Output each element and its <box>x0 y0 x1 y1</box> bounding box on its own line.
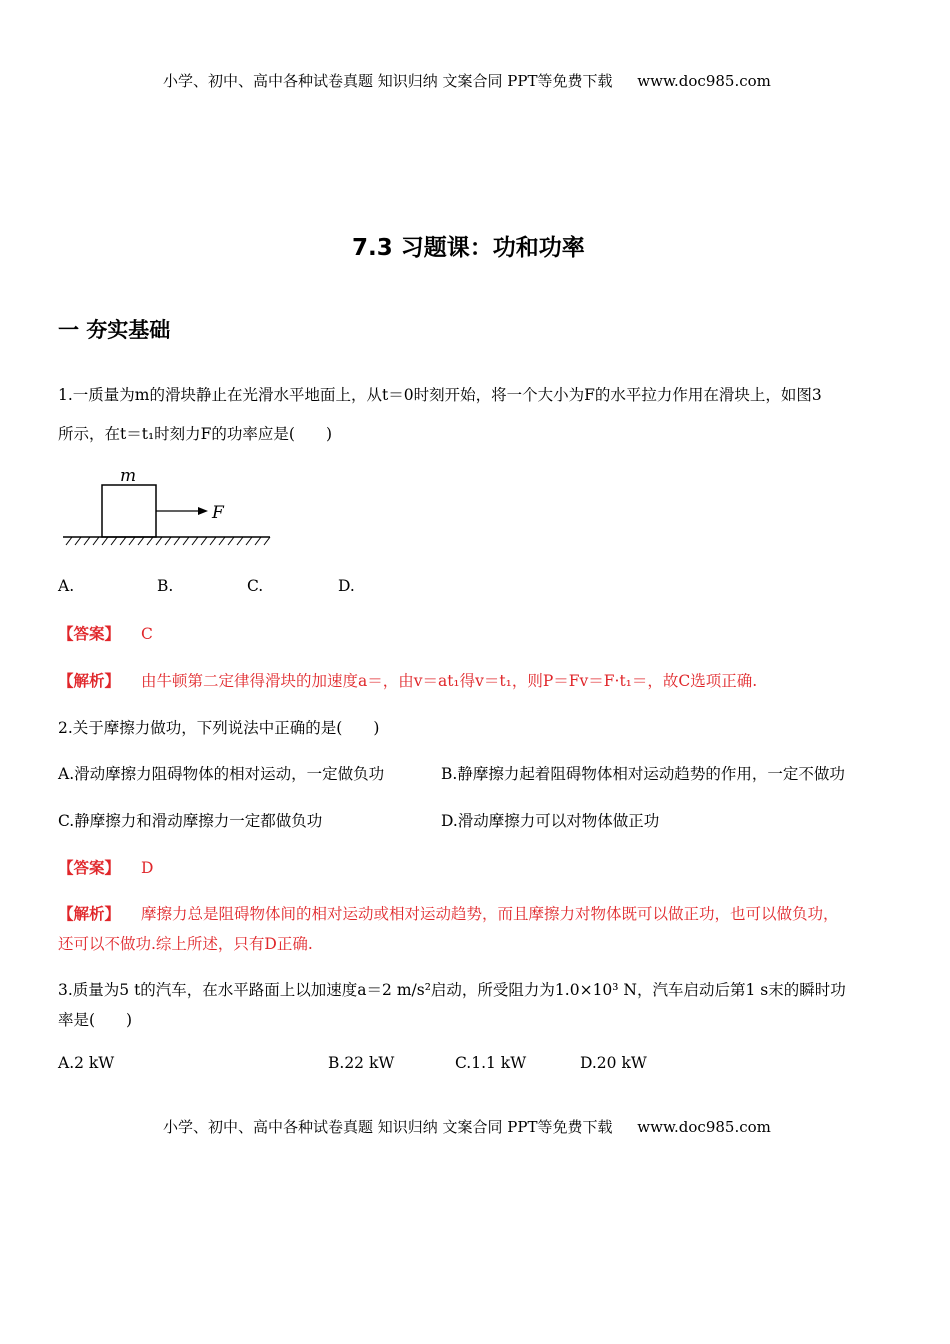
q3-stem-line1: 3.质量为5 t的汽车，在水平路面上以加速度a＝2 m/s²启动，所受阻力为1.0×10³ N，汽车启动后第1 s末的瞬时功 <box>58 981 846 999</box>
q2-answer <box>58 856 153 878</box>
answer-tag: 【答案】 <box>58 858 121 877</box>
page-header <box>163 70 771 91</box>
page-title: 7.3 习题课：功和功率 <box>352 235 585 261</box>
q2-stem: 2.关于摩擦力做功，下列说法中正确的是( ) <box>58 719 380 737</box>
q1-stem-line1: 1.一质量为m的滑块静止在光滑水平地面上，从t＝0时刻开始，将一个大小为F的水平拉力作用在滑块上，如图3 <box>58 386 822 404</box>
q2-analysis-line2: 还可以不做功.综上所述，只有D正确. <box>58 935 313 953</box>
header-text: 小学、初中、高中各种试卷真题 知识归纳 文案合同 PPT等免费下载 <box>163 72 613 90</box>
q2-option-d[interactable]: D.滑动摩擦力可以对物体做正功 <box>441 812 660 830</box>
section-heading: 一 夯实基础 <box>58 318 171 342</box>
q3-stem-line2: 率是( ) <box>58 1011 133 1029</box>
q1-analysis <box>58 669 757 691</box>
q3-option-c[interactable]: C.1.1 kW <box>455 1054 527 1072</box>
mass-label: m <box>120 466 137 486</box>
q1-option-d[interactable]: D. <box>338 577 355 595</box>
answer-value: D <box>140 859 154 877</box>
force-label: F <box>212 503 224 523</box>
q1-answer <box>58 622 153 644</box>
q3-option-a[interactable]: A.2 kW <box>58 1054 115 1072</box>
force-arrow-head <box>198 507 208 515</box>
q3-option-b[interactable]: B.22 kW <box>328 1054 395 1072</box>
footer-text: 小学、初中、高中各种试卷真题 知识归纳 文案合同 PPT等免费下载 <box>163 1118 613 1136</box>
q1-figure <box>58 465 278 550</box>
analysis-text: 摩擦力总是阻碍物体间的相对运动或相对运动趋势，而且摩擦力对物体既可以做正功，也可以做负功， <box>140 905 839 923</box>
q1-option-a[interactable]: A. <box>58 577 75 595</box>
analysis-tag: 【解析】 <box>58 904 121 923</box>
answer-value: C <box>140 625 153 643</box>
q2-option-a[interactable]: A.滑动摩擦力阻碍物体的相对运动，一定做负功 <box>58 765 385 783</box>
q2-option-c[interactable]: C.静摩擦力和滑动摩擦力一定都做负功 <box>58 812 323 830</box>
ground-hatching <box>66 537 270 545</box>
q2-analysis-line1 <box>58 902 838 924</box>
analysis-tag: 【解析】 <box>58 671 121 690</box>
footer-url[interactable]: www.doc985.com <box>637 1118 771 1136</box>
q3-option-d[interactable]: D.20 kW <box>580 1054 647 1072</box>
analysis-text: 由牛顿第二定律得滑块的加速度a＝，由v＝at₁得v＝t₁，则P＝Fv＝F·t₁＝，故C选项正确. <box>140 672 758 690</box>
answer-tag: 【答案】 <box>58 624 121 643</box>
q1-option-b[interactable]: B. <box>157 577 174 595</box>
q1-option-c[interactable]: C. <box>247 577 264 595</box>
q2-option-b[interactable]: B.静摩擦力起着阻碍物体相对运动趋势的作用，一定不做功 <box>441 765 845 783</box>
q1-stem-line2: 所示，在t＝t₁时刻力F的功率应是( ) <box>58 425 333 443</box>
block-mass <box>102 485 156 537</box>
page-footer <box>163 1116 771 1137</box>
header-url[interactable]: www.doc985.com <box>637 72 771 90</box>
